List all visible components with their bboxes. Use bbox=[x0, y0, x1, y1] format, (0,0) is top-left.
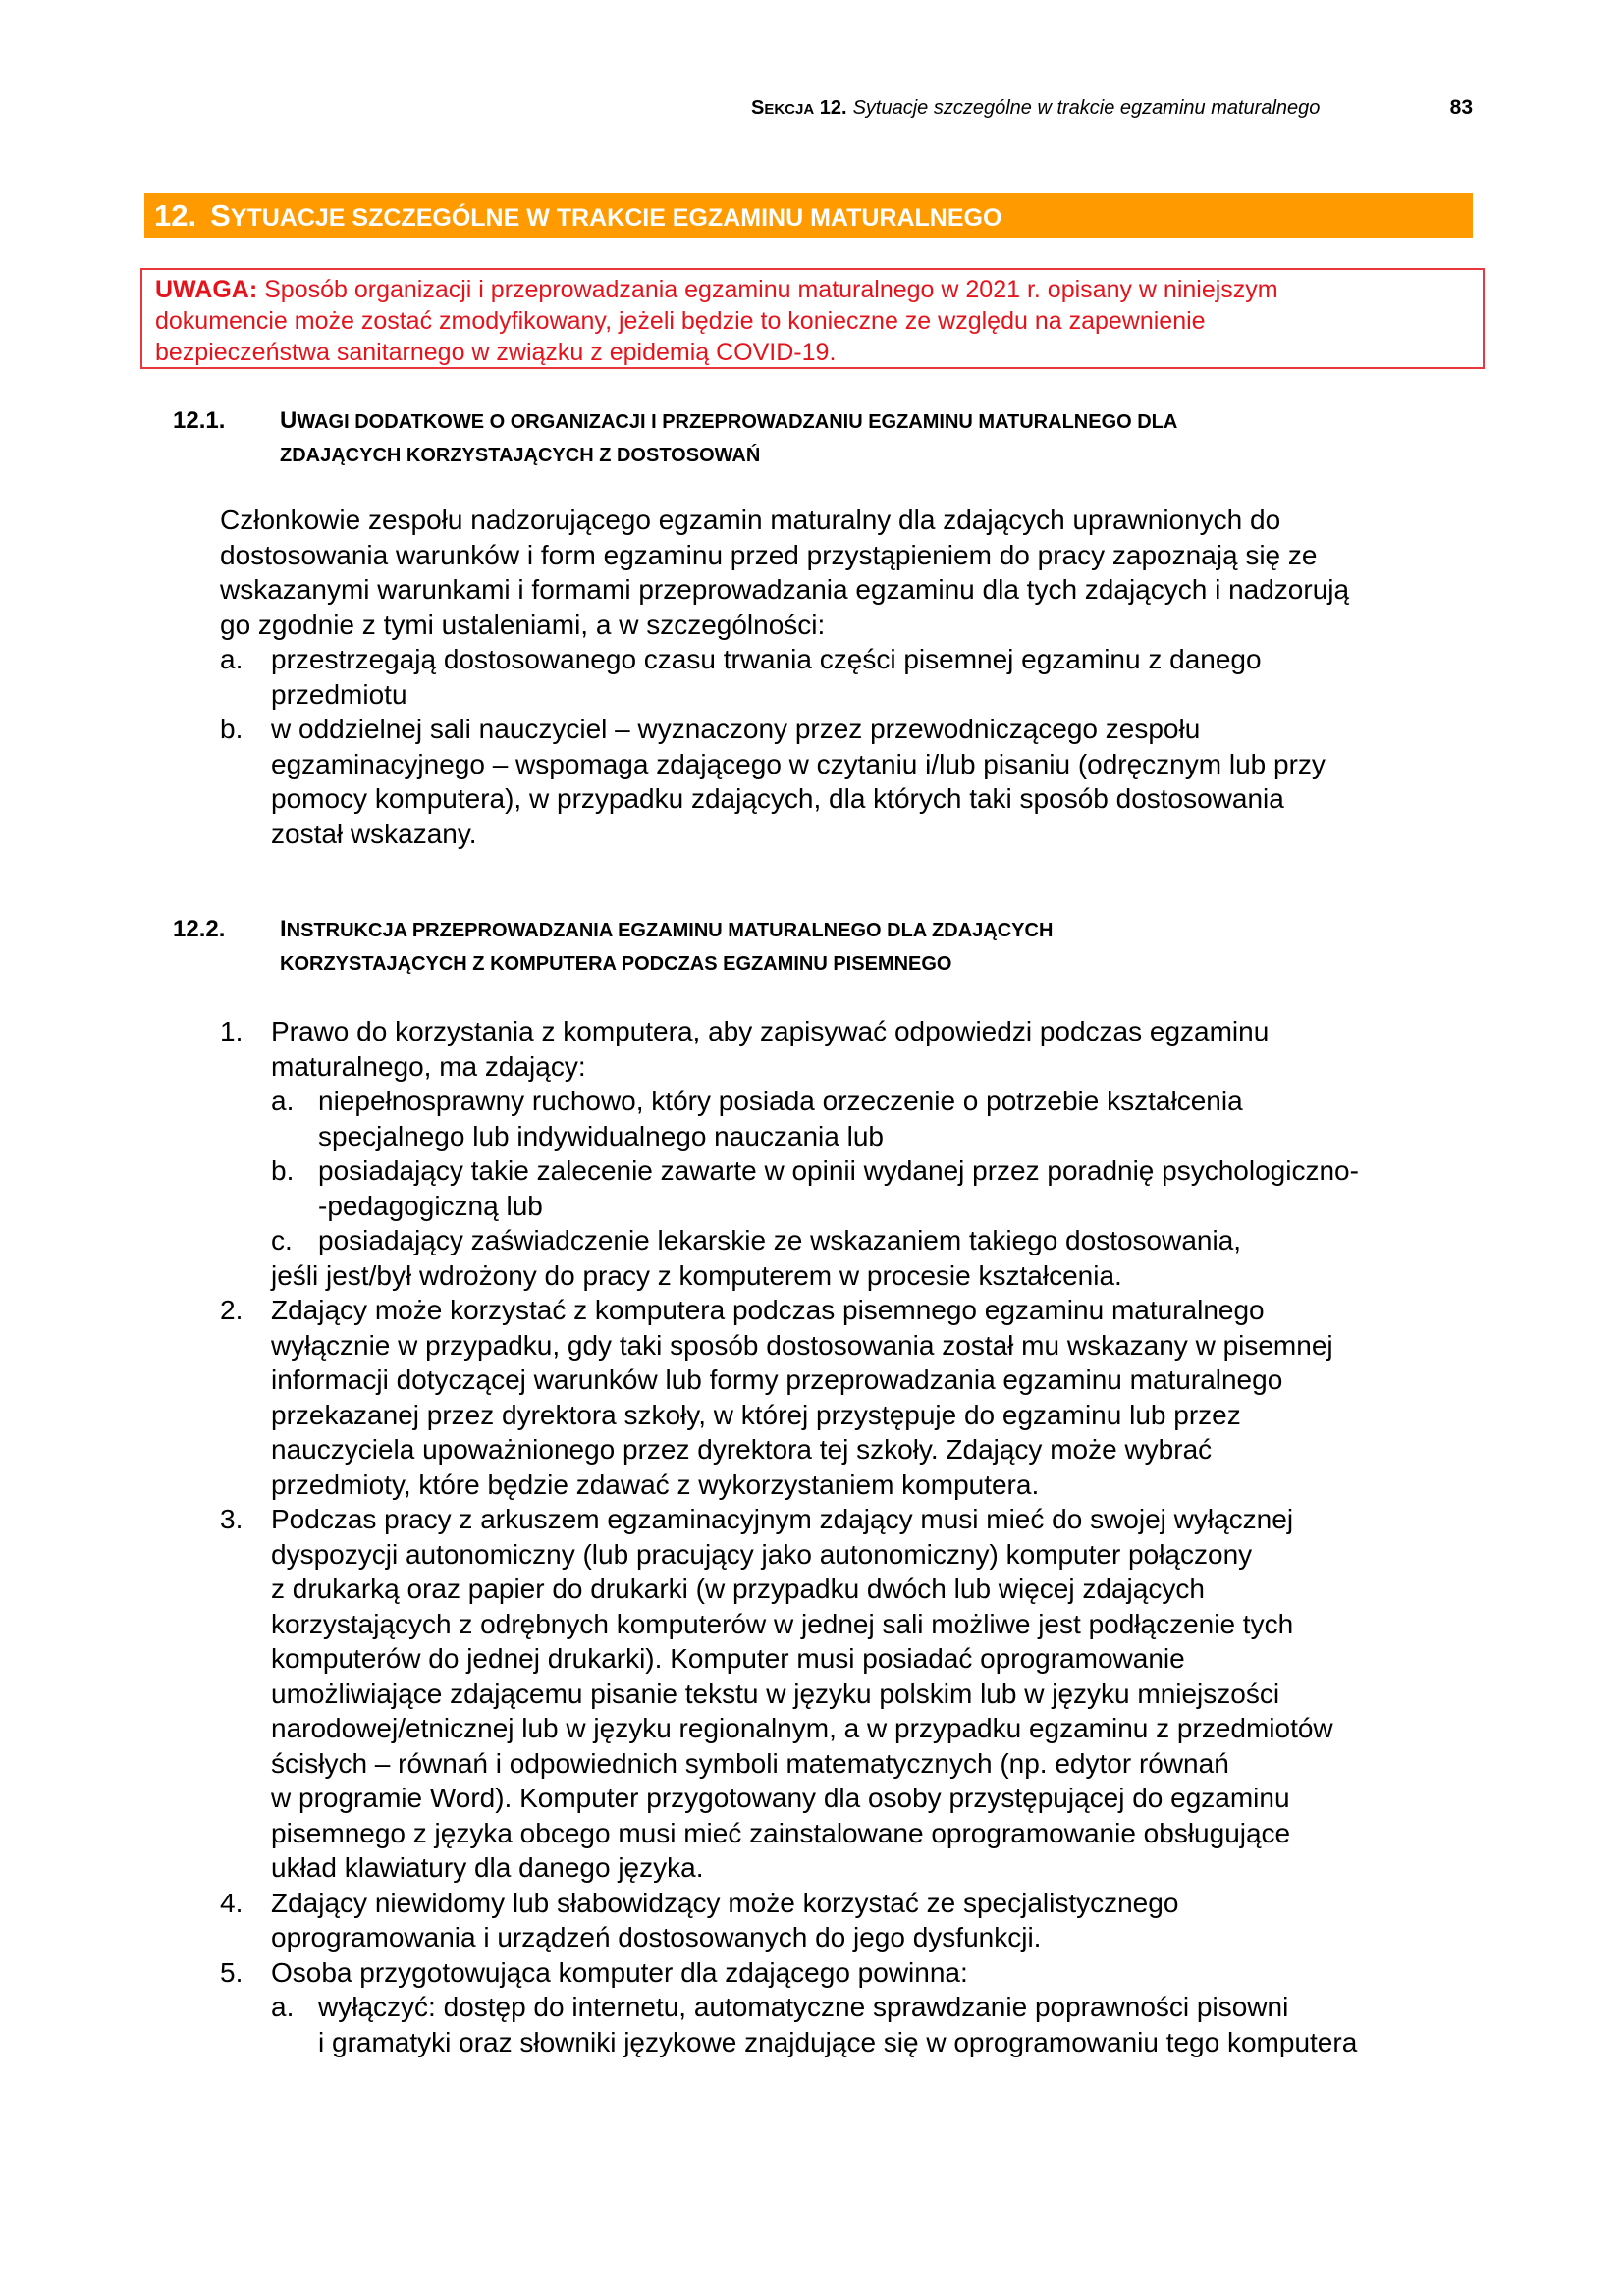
text-line: z drukarką oraz papier do drukarki (w przypadku dwóch lub więcej zdających bbox=[271, 1574, 1205, 1604]
text-line: Zdający może korzystać z komputera podczas pisemnego egzaminu maturalnego bbox=[271, 1295, 1265, 1325]
running-head-title: Sytuacje szczególne w trakcie egzaminu maturalnego bbox=[852, 97, 1321, 119]
text-line: dyspozycji autonomiczny (lub pracujący jako autonomiczny) komputer połączony bbox=[271, 1538, 1253, 1570]
list-marker: a. bbox=[271, 1086, 295, 1116]
paragraph-line: dostosowania warunków i form egzaminu przed przystąpieniem do pracy zapoznają się ze bbox=[220, 539, 1318, 570]
section-number: 12.2. bbox=[173, 916, 226, 942]
paragraph-line: wskazanymi warunkami i formami przeprowadzania egzaminu dla tych zdających i nadzorują bbox=[220, 574, 1350, 605]
list-item bbox=[220, 1955, 1496, 1991]
text-line: Osoba przygotowująca komputer dla zdającego powinna: bbox=[271, 1956, 968, 1988]
sub-list-item bbox=[220, 1223, 1496, 1258]
text-line: niepełnosprawny ruchowo, który posiada orzeczenie o potrzebie kształcenia bbox=[318, 1086, 1243, 1116]
list-marker: 3. bbox=[220, 1504, 244, 1534]
notice-text: Sposób organizacji i przeprowadzania egzaminu maturalnego w 2021 r. opisany w niniejszym bbox=[264, 276, 1278, 303]
chapter-heading bbox=[144, 193, 1473, 238]
list-marker: b. bbox=[271, 1155, 295, 1186]
text-line: nauczyciela upoważnionego przez dyrektora tej szkoły. Zdający może wybrać bbox=[271, 1434, 1213, 1465]
text-line: w oddzielnej sali nauczyciel – wyznaczony przez przewodniczącego zespołu bbox=[271, 714, 1201, 744]
running-head bbox=[751, 96, 1473, 122]
text-line: jeśli jest/był wdrożony do pracy z komputerem w procesie kształcenia. bbox=[271, 1259, 1122, 1291]
text-line: wyłączyć: dostęp do internetu, automatyczne sprawdzanie poprawności pisowni bbox=[318, 1992, 1289, 2022]
text-line: umożliwiające zdającemu pisanie tekstu w języku polskim lub w języku mniejszości bbox=[271, 1678, 1280, 1709]
list-marker: c. bbox=[271, 1225, 293, 1255]
text-line: przedmiotu bbox=[271, 678, 407, 710]
section-title bbox=[280, 913, 1507, 981]
text-line: układ klawiatury dla danego języka. bbox=[271, 1852, 704, 1883]
list-item bbox=[220, 1502, 1496, 1886]
notice-line: dokumencie może zostać zmodyfikowany, jeżeli będzie to konieczne ze względu na zapewnienie bbox=[155, 307, 1206, 335]
notice-label: UWAGA: bbox=[155, 276, 258, 303]
section-title bbox=[280, 404, 1507, 472]
title-initial: I bbox=[280, 916, 287, 942]
title-line: NSTRUKCJA PRZEPROWADZANIA EGZAMINU MATURALNEGO DLA ZDAJĄCYCH bbox=[286, 920, 1054, 941]
section-number: 12.1. bbox=[173, 407, 226, 434]
text-line: posiadający takie zalecenie zawarte w opinii wydanej przez poradnię psychologiczno- bbox=[318, 1155, 1359, 1186]
title-line: WAGI DODATKOWE O ORGANIZACJI I PRZEPROWADZANIU EGZAMINU MATURALNEGO DLA bbox=[297, 411, 1178, 433]
running-head-section bbox=[751, 97, 847, 119]
text-line: korzystających z odrębnych komputerów w jednej sali możliwe jest podłączenie tych bbox=[271, 1608, 1294, 1639]
list-marker: 1. bbox=[220, 1016, 244, 1046]
list-item bbox=[220, 642, 1496, 712]
chapter-number: 12. bbox=[154, 198, 197, 233]
list-item bbox=[220, 712, 1496, 851]
list-marker: a. bbox=[271, 1992, 295, 2022]
notice-box bbox=[140, 268, 1485, 369]
text-line: wyłącznie w przypadku, gdy taki sposób dostosowania został mu wskazany w pisemnej bbox=[271, 1329, 1333, 1361]
section-initial: S bbox=[751, 97, 765, 119]
paragraph-line: go zgodnie z tymi ustaleniami, a w szczególności: bbox=[220, 609, 826, 640]
text-line: -pedagogiczną lub bbox=[318, 1190, 543, 1221]
text-line: pisemnego z języka obcego musi mieć zainstalowane oprogramowanie obsługujące bbox=[271, 1817, 1291, 1848]
section-12-2-body bbox=[220, 1014, 1496, 2059]
list-marker: 4. bbox=[220, 1887, 244, 1918]
text-line: przestrzegają dostosowanego czasu trwania części pisemnej egzaminu z danego bbox=[271, 644, 1262, 674]
section-12-1-body bbox=[220, 503, 1496, 851]
sub-list-item bbox=[220, 1990, 1496, 2059]
text-line: został wskazany. bbox=[271, 818, 477, 849]
sub-list-item bbox=[220, 1153, 1496, 1223]
text-line: i gramatyki oraz słowniki językowe znajdujące się w oprogramowaniu tego komputera bbox=[318, 2026, 1358, 2057]
text-line: oprogramowania i urządzeń dostosowanych do jego dysfunkcji. bbox=[271, 1922, 1042, 1952]
paragraph-line: Członkowie zespołu nadzorującego egzamin maturalny dla zdających uprawnionych do bbox=[220, 505, 1281, 535]
text-line: w programie Word). Komputer przygotowany dla osoby przystępującej do egzaminu bbox=[271, 1783, 1290, 1813]
text-line: egzaminacyjnego – wspomaga zdającego w czytaniu i/lub pisaniu (odręcznym lub przy bbox=[271, 748, 1326, 779]
text-line: Prawo do korzystania z komputera, aby zapisywać odpowiedzi podczas egzaminu bbox=[271, 1016, 1270, 1046]
title-line: ZDAJĄCYCH KORZYSTAJĄCYCH Z DOSTOSOWAŃ bbox=[280, 445, 761, 466]
list-marker: 2. bbox=[220, 1295, 244, 1325]
list-item bbox=[220, 1293, 1496, 1502]
text-line: Podczas pracy z arkuszem egzaminacyjnym zdający musi mieć do swojej wyłącznej bbox=[271, 1504, 1294, 1534]
list-marker: b. bbox=[220, 714, 244, 744]
notice-line bbox=[155, 274, 1483, 305]
text-line: ścisłych – równań i odpowiednich symboli matematycznych (np. edytor równań bbox=[271, 1747, 1229, 1779]
title-initial: U bbox=[280, 407, 298, 434]
text-line: informacji dotyczącej warunków lub formy przeprowadzania egzaminu maturalnego bbox=[271, 1364, 1283, 1395]
text-line: przedmioty, które będzie zdawać z wykorzystaniem komputera. bbox=[271, 1468, 1040, 1500]
notice-line: bezpieczeństwa sanitarnego w związku z epidemią COVID-19. bbox=[155, 339, 837, 366]
text-line: Zdający niewidomy lub słabowidzący może korzystać ze specjalistycznego bbox=[271, 1887, 1179, 1918]
chapter-title-initial: S bbox=[210, 198, 231, 233]
section-number: 12. bbox=[819, 97, 847, 119]
text-line: przekazanej przez dyrektora szkoły, w której przystępuje do egzaminu lub przez bbox=[271, 1399, 1241, 1430]
text-line: pomocy komputera), w przypadku zdających, dla których taki sposób dostosowania bbox=[271, 783, 1284, 814]
chapter-title-rest: YTUACJE SZCZEGÓLNE W TRAKCIE EGZAMINU MATURALNEGO bbox=[230, 204, 1002, 232]
text-line: posiadający zaświadczenie lekarskie ze wskazaniem takiego dostosowania, bbox=[318, 1225, 1242, 1255]
text-line: maturalnego, ma zdający: bbox=[271, 1050, 586, 1082]
list-item bbox=[220, 1014, 1496, 1084]
text-line: specjalnego lub indywidualnego nauczania lub bbox=[318, 1120, 884, 1151]
page-number: 83 bbox=[1449, 96, 1473, 119]
list-marker: 5. bbox=[220, 1956, 244, 1988]
text-line: narodowej/etnicznej lub w języku regionalnym, a w przypadku egzaminu z przedmiotów bbox=[271, 1713, 1333, 1743]
title-line: KORZYSTAJĄCYCH Z KOMPUTERA PODCZAS EGZAMINU PISEMNEGO bbox=[280, 953, 952, 975]
list-item bbox=[220, 1886, 1496, 1955]
list-marker: a. bbox=[220, 644, 244, 674]
text-line: komputerów do jednej drukarki). Komputer musi posiadać oprogramowanie bbox=[271, 1643, 1185, 1674]
sub-list-item bbox=[220, 1084, 1496, 1153]
section-rest: EKCJA bbox=[764, 101, 815, 118]
